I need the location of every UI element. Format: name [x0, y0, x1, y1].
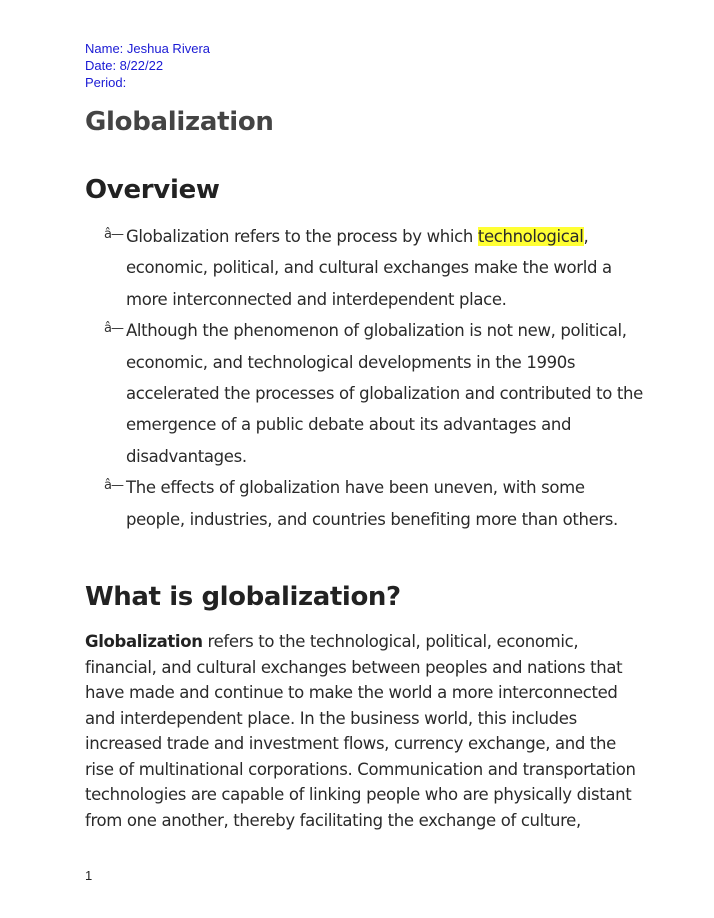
bullet-item — [85, 472, 645, 535]
definition-paragraph — [85, 629, 645, 833]
student-info — [85, 40, 210, 91]
bullet-icon: â— — [104, 478, 123, 494]
bullet-text: Although the phenomenon of globalization is not new, political, economic, and technological developments in the 1990s accelerated the processes of globalization and contributed to the emergence of a public debate about its advantages and disadvantages. — [126, 321, 643, 466]
what-is-globalization-heading: What is globalization? — [85, 582, 401, 612]
bullet-text-before: Globalization refers to the process by which — [126, 227, 478, 246]
bullet-text: The effects of globalization have been uneven, with some people, industries, and countries benefiting more than others. — [126, 478, 618, 529]
definition-term: Globalization — [85, 632, 203, 651]
bullet-icon: â— — [104, 321, 123, 337]
date-line: Date: 8/22/22 — [85, 58, 164, 73]
document-title: Globalization — [85, 107, 274, 137]
overview-heading: Overview — [85, 175, 220, 205]
highlighted-word: technological — [477, 227, 584, 246]
page-number: 1 — [85, 868, 93, 883]
bullet-icon: â— — [104, 227, 123, 242]
definition-body: refers to the technological, political, economic, financial, and cultural exchanges between peoples and nations that have made and continue to make the world a more interconnected and interdependent place. In the business world, this includes increased trade and investment flows, currency exchange, and the rise of multinational corporations. Communication and transportation technologies are capable of linking people who are physically distant from one another, thereby facilitating the exchange of culture, — [85, 632, 636, 830]
bullet-item — [85, 315, 645, 472]
bullet-text-after: , economic, political, and cultural exchanges make the world a more interconnected and interdependent place. — [126, 227, 612, 309]
period-line: Period: — [85, 75, 127, 90]
name-line: Name: Jeshua Rivera — [85, 41, 210, 56]
bullet-item — [85, 221, 645, 315]
overview-bullet-list — [85, 221, 645, 535]
